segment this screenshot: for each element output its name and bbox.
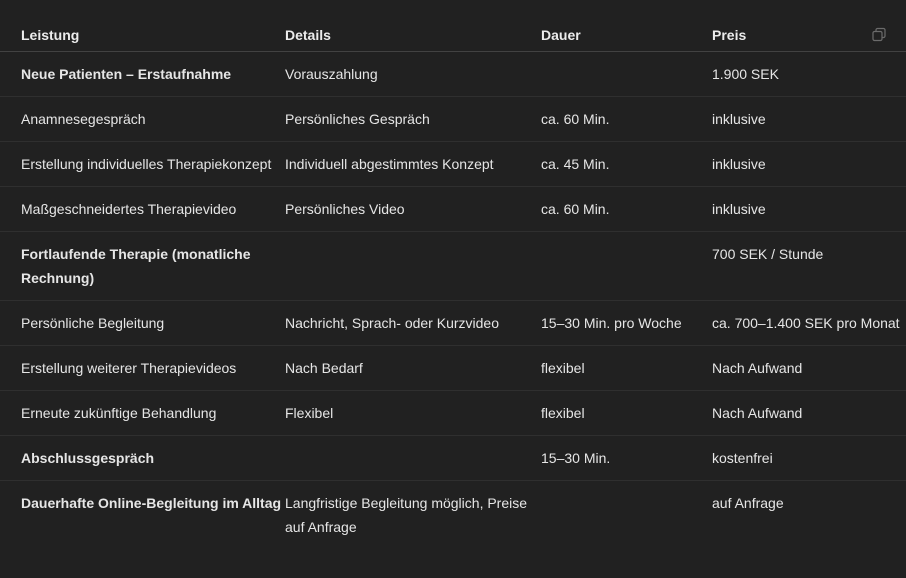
table-row — [0, 142, 906, 187]
cell-leistung: Fortlaufende Therapie (monatliche Rechnung) — [0, 232, 285, 301]
cell-details — [285, 232, 541, 301]
table-header-row — [0, 12, 906, 52]
cell-dauer: ca. 60 Min. — [541, 97, 712, 142]
cell-leistung: Abschlussgespräch — [0, 436, 285, 481]
cell-details: Nach Bedarf — [285, 346, 541, 391]
cell-leistung: Anamnesegespräch — [0, 97, 285, 142]
cell-leistung: Neue Patienten – Erstaufnahme — [0, 52, 285, 97]
cell-dauer — [541, 52, 712, 97]
cell-details: Flexibel — [285, 391, 541, 436]
table-row — [0, 187, 906, 232]
cell-dauer: ca. 60 Min. — [541, 187, 712, 232]
cell-preis: inklusive — [712, 142, 906, 187]
table-row — [0, 346, 906, 391]
table-row — [0, 232, 906, 301]
cell-details: Persönliches Gespräch — [285, 97, 541, 142]
header-details: Details — [285, 12, 541, 52]
cell-leistung: Erstellung individuelles Therapiekonzept — [0, 142, 285, 187]
cell-preis: kostenfrei — [712, 436, 906, 481]
cell-preis: 700 SEK / Stunde — [712, 232, 906, 301]
cell-details — [285, 436, 541, 481]
cell-leistung: Erstellung weiterer Therapievideos — [0, 346, 285, 391]
cell-leistung: Dauerhafte Online-Begleitung im Alltag — [21, 495, 282, 511]
cell-preis: Nach Aufwand — [712, 391, 906, 436]
cell-dauer: ca. 45 Min. — [541, 142, 712, 187]
header-leistung: Leistung — [0, 12, 285, 52]
cell-leistung: Erneute zukünftige Behandlung — [0, 391, 285, 436]
table-row — [0, 436, 906, 481]
table-row — [0, 52, 906, 97]
cell-leistung: Persönliche Begleitung — [0, 301, 285, 346]
header-dauer: Dauer — [541, 12, 712, 52]
cell-preis: inklusive — [712, 97, 906, 142]
cell-preis: ca. 700–1.400 SEK pro Monat — [712, 301, 906, 346]
cell-preis: auf Anfrage — [712, 495, 784, 511]
cell-dauer — [541, 232, 712, 301]
cell-dauer: 15–30 Min. — [541, 436, 712, 481]
cell-dauer: flexibel — [541, 391, 712, 436]
cell-preis: Nach Aufwand — [712, 346, 906, 391]
cell-preis: 1.900 SEK — [712, 52, 906, 97]
table-row — [0, 301, 906, 346]
cell-details: Individuell abgestimmtes Konzept — [285, 142, 541, 187]
pricing-table — [0, 12, 906, 549]
cell-details: Langfristige Begleitung möglich, Preise auf Anfrage — [285, 495, 528, 535]
cell-details: Vorauszahlung — [285, 52, 541, 97]
header-preis: Preis — [712, 12, 906, 52]
table-row — [0, 391, 906, 436]
cell-dauer: 15–30 Min. pro Woche — [541, 301, 712, 346]
cell-dauer: flexibel — [541, 346, 712, 391]
cell-details: Persönliches Video — [285, 187, 541, 232]
cell-leistung: Maßgeschneidertes Therapievideo — [0, 187, 285, 232]
cell-details: Nachricht, Sprach- oder Kurzvideo — [285, 301, 541, 346]
cell-preis: inklusive — [712, 187, 906, 232]
table-row — [0, 97, 906, 142]
cell-dauer — [541, 481, 712, 550]
table-row — [0, 481, 906, 550]
